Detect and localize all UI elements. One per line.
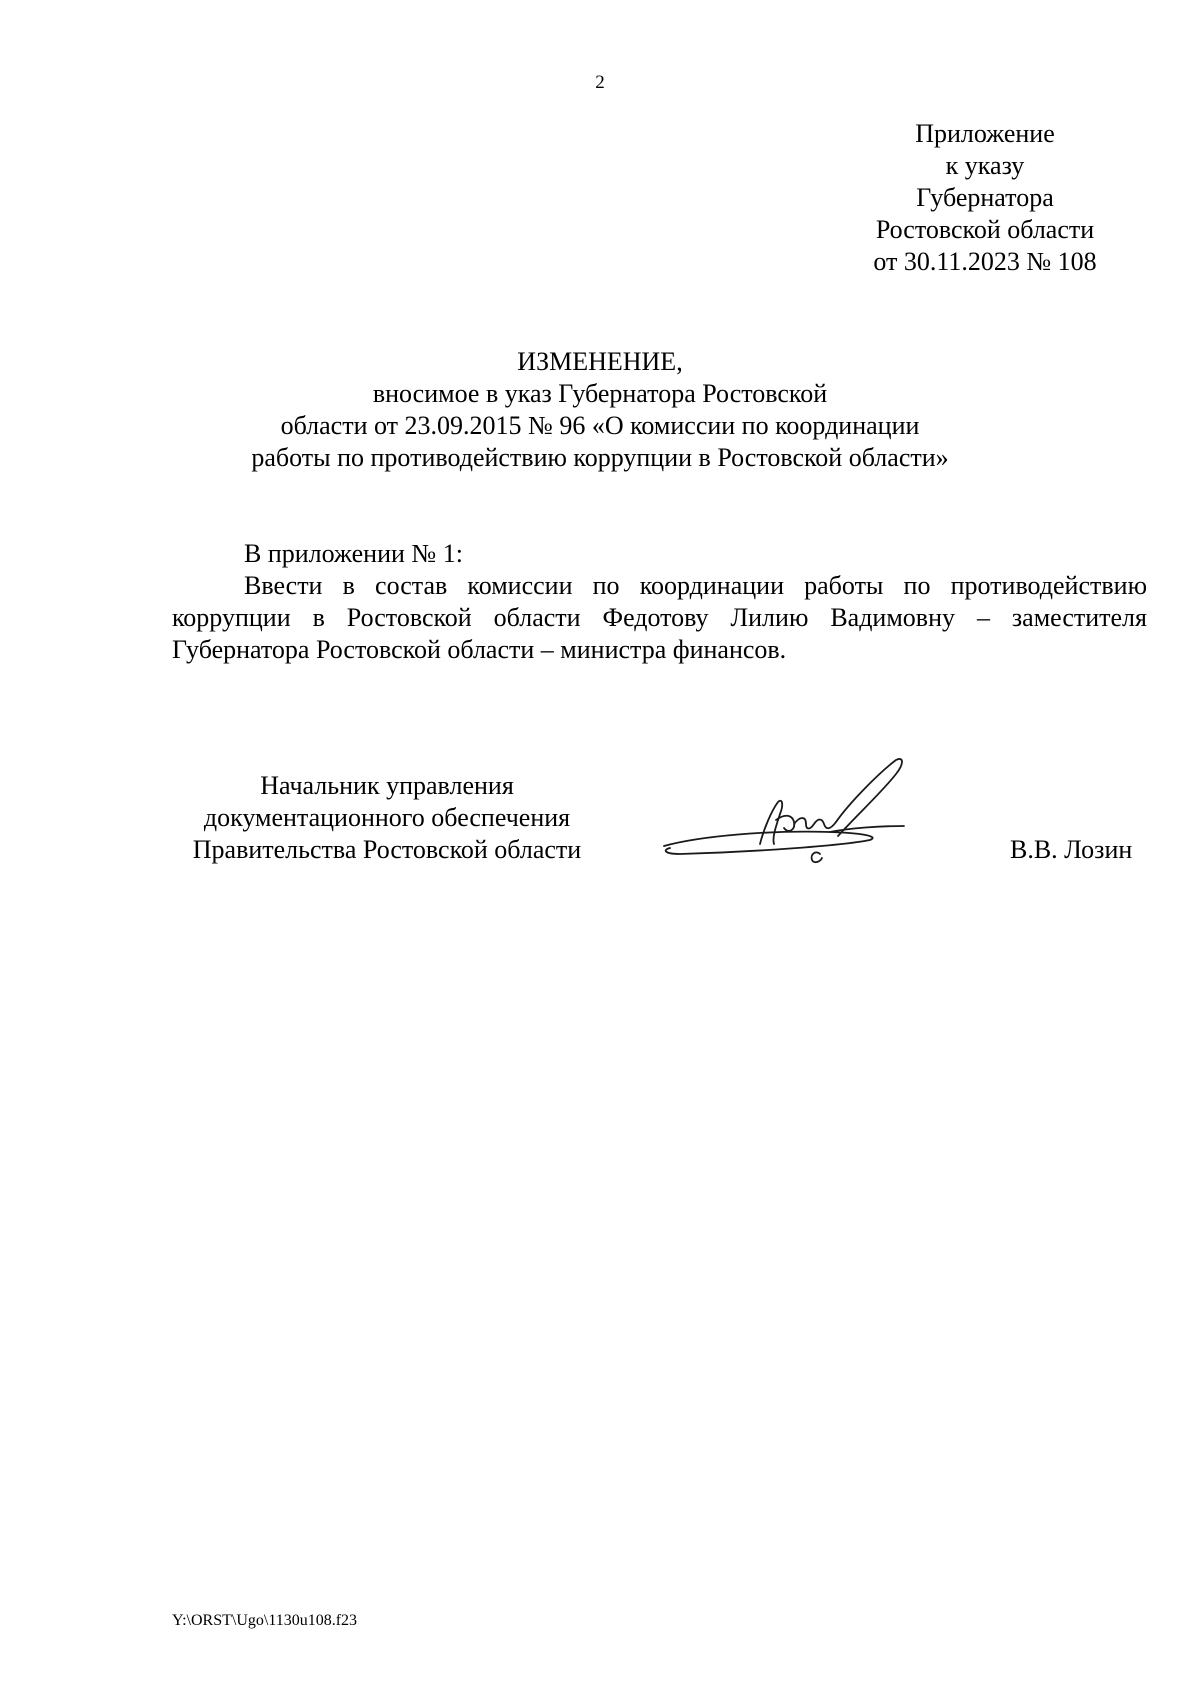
handwritten-signature (660, 758, 950, 878)
heading-line: работы по противодействию коррупции в Ростовской области» (251, 443, 949, 472)
heading-line: области от 23.09.2015 № 96 «О комиссии по координации (280, 411, 920, 440)
body-intro: В приложении № 1: (244, 539, 463, 568)
document-heading (0, 346, 1200, 474)
position-line: Начальник управления (260, 771, 514, 800)
body-paragraph: Ввести в состав комиссии по координации работы по противодействию коррупции в Ростовской области Федотову Лилию Вадимовну – заместителя Губернатора Ростовской области – министра финансов. (172, 571, 1147, 664)
appendix-line: к указу (945, 151, 1025, 180)
document-body (172, 538, 1147, 666)
appendix-line: Губернатора (916, 183, 1054, 212)
position-line: Правительства Ростовской области (192, 835, 582, 864)
signatory-position (172, 770, 602, 866)
appendix-reference (820, 118, 1150, 278)
appendix-line: от 30.11.2023 № 108 (873, 247, 1097, 276)
document-title: ИЗМЕНЕНИЕ, (517, 347, 683, 376)
page-number: 2 (595, 72, 605, 93)
appendix-line: Ростовской области (875, 215, 1095, 244)
signer-name: В.В. Лозин (1010, 835, 1133, 864)
file-path-footer: Y:\ORST\Ugo\1130u108.f23 (172, 1612, 358, 1629)
appendix-line: Приложение (915, 119, 1055, 148)
heading-line: вносимое в указ Губернатора Ростовской (372, 379, 828, 408)
position-line: документационного обеспечения (203, 803, 571, 832)
